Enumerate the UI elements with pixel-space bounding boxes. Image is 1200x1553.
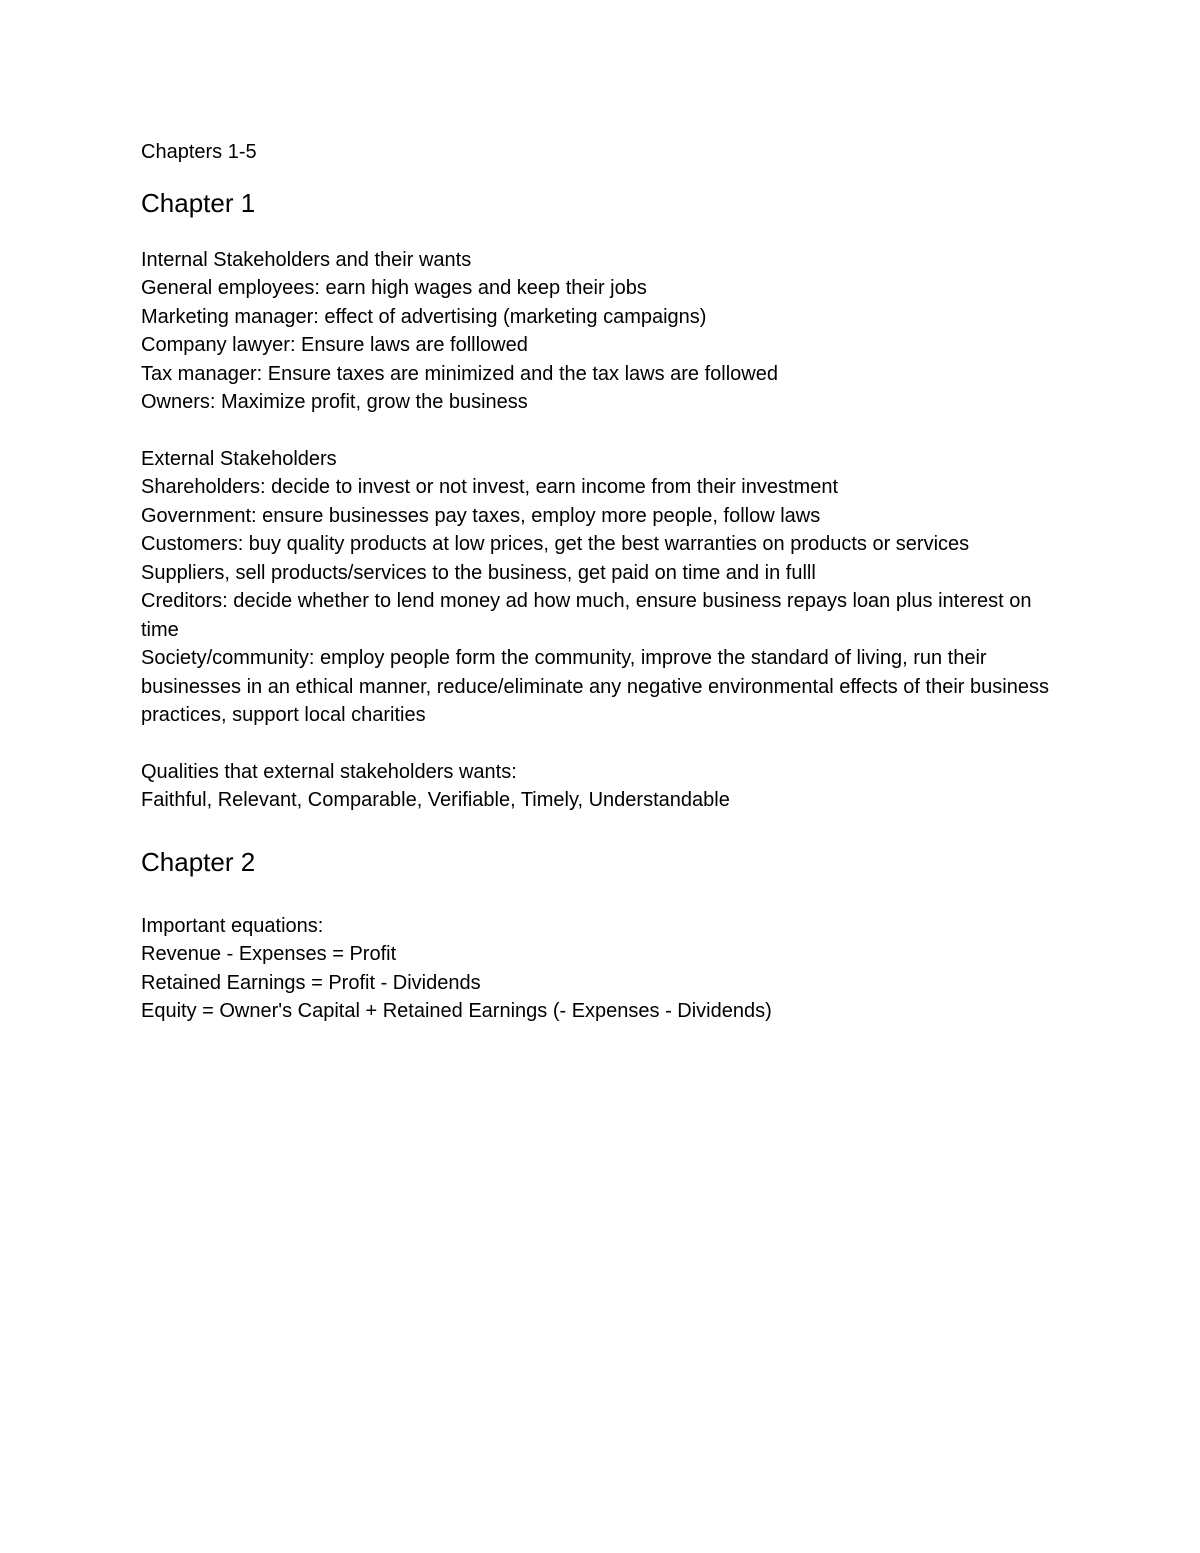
external-stakeholder-item: Suppliers, sell products/services to the business, get paid on time and in fulll xyxy=(141,561,816,584)
equation-item: Revenue - Expenses = Profit xyxy=(141,943,397,965)
document-page xyxy=(141,138,1071,1026)
external-stakeholder-item: Government: ensure businesses pay taxes, employ more people, follow laws xyxy=(141,504,821,527)
equations-section xyxy=(141,912,1071,1026)
internal-stakeholders-section xyxy=(141,246,1071,417)
chapter-2-heading: Chapter 2 xyxy=(141,846,256,877)
internal-stakeholders-title: Internal Stakeholders and their wants xyxy=(141,248,472,271)
external-stakeholders-title: External Stakeholders xyxy=(141,447,337,470)
equation-item: Retained Earnings = Profit - Dividends xyxy=(141,971,481,994)
spacer xyxy=(141,730,1071,758)
document-title: Chapters 1-5 xyxy=(141,141,257,163)
qualities-section xyxy=(141,758,1071,815)
internal-stakeholder-item: Company lawyer: Ensure laws are folllowed xyxy=(141,334,528,356)
qualities-list: Faithful, Relevant, Comparable, Verifiable, Timely, Understandable xyxy=(141,789,730,811)
internal-stakeholder-item: Marketing manager: effect of advertising (marketing campaigns) xyxy=(141,305,707,328)
external-stakeholder-item: Customers: buy quality products at low prices, get the best warranties on products or services xyxy=(141,533,970,555)
internal-stakeholder-item: Tax manager: Ensure taxes are minimized and the tax laws are followed xyxy=(141,362,778,385)
chapter-1-heading: Chapter 1 xyxy=(141,187,256,218)
internal-stakeholder-item: Owners: Maximize profit, grow the business xyxy=(141,391,528,413)
external-stakeholder-item: Society/community: employ people form the community, improve the standard of living, run their businesses in an ethical manner, reduce/eliminate any negative environmental effects of their business practices, support local charities xyxy=(141,647,1049,726)
spacer xyxy=(141,417,1071,445)
qualities-title: Qualities that external stakeholders wants: xyxy=(141,760,517,783)
external-stakeholder-item: Shareholders: decide to invest or not invest, earn income from their investment xyxy=(141,476,839,498)
equation-item: Equity = Owner's Capital + Retained Earnings (- Expenses - Dividends) xyxy=(141,1000,772,1022)
external-stakeholders-section xyxy=(141,445,1071,730)
external-stakeholder-item: Creditors: decide whether to lend money ad how much, ensure business repays loan plus interest on time xyxy=(141,590,1032,641)
equations-title: Important equations: xyxy=(141,914,324,937)
internal-stakeholder-item: General employees: earn high wages and keep their jobs xyxy=(141,277,647,299)
